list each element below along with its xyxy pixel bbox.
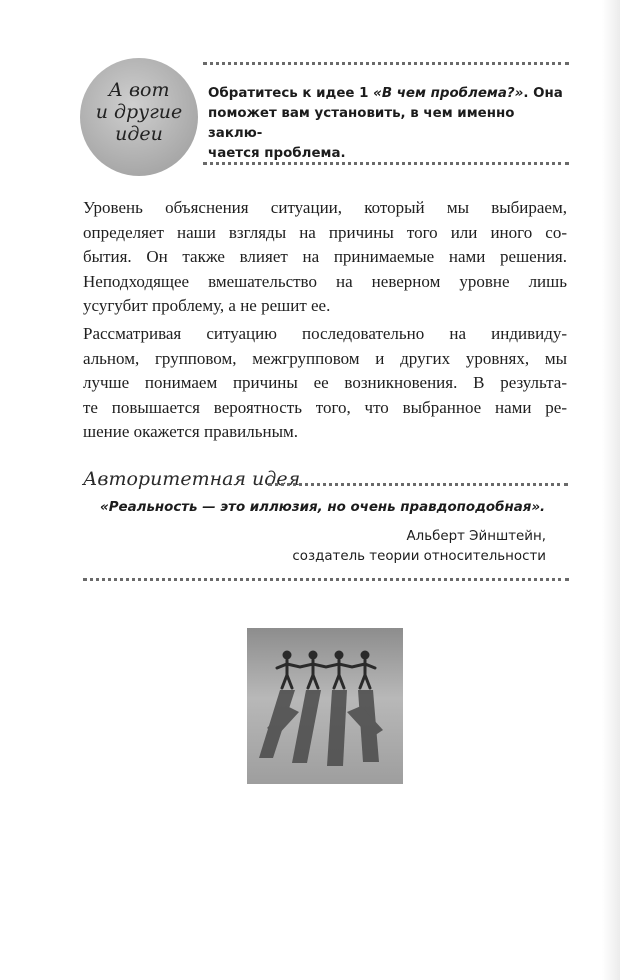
note-line-3: чается проблема. [208,146,346,161]
note-bottom-divider [203,162,569,165]
badge-line-3: идеи [115,123,163,145]
paragraph-line: Неподходящее вмешательство на неверном уровне лишь [83,271,567,291]
quote-author-name: Альберт Эйнштейн, [406,529,546,544]
note-suffix: . Она [523,86,563,101]
paragraph-line: шение окажется правильным. [83,422,299,441]
paragraph-line: Уровень объяснения ситуации, который мы выбираем, [83,198,567,217]
paragraph-line: определяет наши взгляды на причины того или иного со- [83,222,567,242]
scan-edge-shadow [602,0,620,980]
people-holding-hands-illustration [247,628,403,784]
badge-line-1: А вот [108,79,170,101]
quote-heading: Авторитетная идея [83,468,301,490]
note-reference: «В чем проблема?» [373,86,524,101]
paragraph-line: Рассматривая ситуацию последовательно на индивиду- [83,324,567,343]
badge-line-2: и другие [95,101,183,123]
quote-heading-divider [268,483,568,486]
note-prefix: Обратитесь к идее 1 [208,86,374,101]
ideas-badge [80,58,198,176]
paragraph-2 [83,322,567,445]
quote-bottom-divider [83,578,569,581]
quote-author-title: создатель теории относительности [292,549,546,564]
note-line-2: поможет вам установить, в чем именно заклю- [208,106,515,141]
paragraph-line: бытия. Он также влияет на принимаемые нами решения. [83,247,567,266]
paragraph-line: усугубит проблему, а не решит ее. [83,296,331,315]
paragraph-line: альном, групповом, межгрупповом и других уровнях, мы [83,348,567,368]
paragraph-line: лучше понимаем причины ее возникновения. В результа- [83,373,567,392]
paragraph-1 [83,196,567,319]
cross-reference-note [208,84,568,164]
paragraph-line: те повышается вероятность того, что выбранное нами ре- [83,397,567,417]
note-top-divider [203,62,569,65]
einstein-quote: «Реальность — это иллюзия, но очень правдоподобная». [100,500,546,515]
